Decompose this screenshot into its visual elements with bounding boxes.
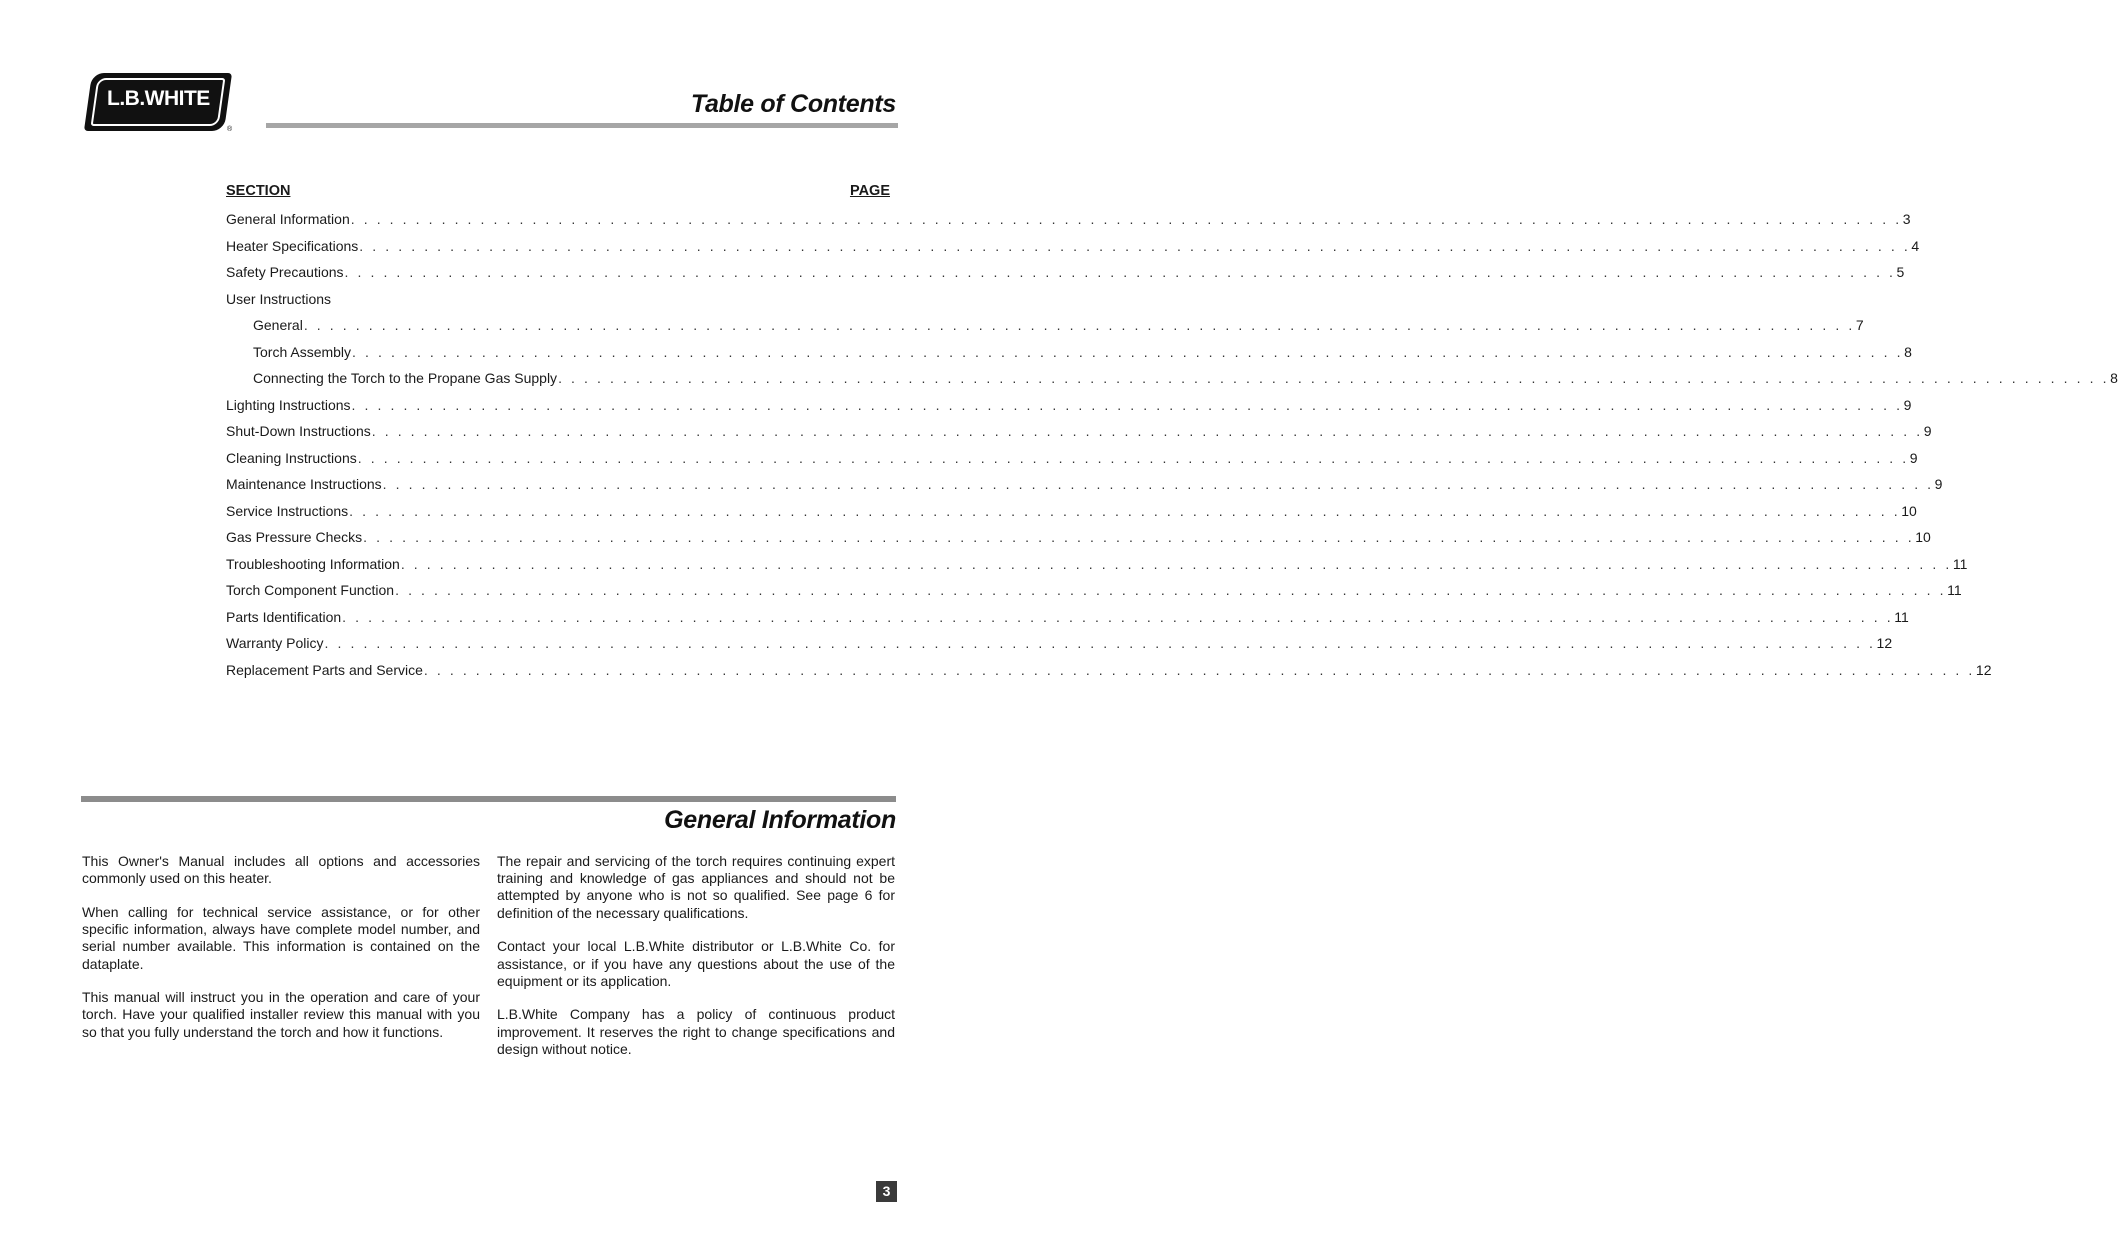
dot-leader: . . . . . . . . . . . . . . . . . . . . . . . . . . . . . . . . . . . . . . . . . . . . . . . . . . . . . . . . . . . . . . . . . . . . . . . . . . . . . . . . . . . . . . . . . . . . . . . . . . . . . . . . . . . . . . . . . . . . . . . . <box>350 211 1902 227</box>
toc-entry-page: 10 <box>1901 502 1917 519</box>
dot-leader: . . . . . . . . . . . . . . . . . . . . . . . . . . . . . . . . . . . . . . . . . . . . . . . . . . . . . . . . . . . . . . . . . . . . . . . . . . . . . . . . . . . . . . . . . . . . . . . . . . . . . . . . . . . . . . . . . . . . . . . . <box>558 370 2110 386</box>
registered-mark: ® <box>227 126 233 133</box>
toc-entry-page: 8 <box>1904 343 1912 360</box>
dot-leader: . . . . . . . . . . . . . . . . . . . . . . . . . . . . . . . . . . . . . . . . . . . . . . . . . . . . . . . . . . . . . . . . . . . . . . . . . . . . . . . . . . . . . . . . . . . . . . . . . . . . . . . . . . . . . . . . . . . . . . . . <box>363 529 1915 545</box>
toc-entry-page: 8 <box>2110 370 2118 386</box>
toc-entry <box>226 210 1911 237</box>
toc-entry <box>226 237 1920 264</box>
toc-entry-page: 3 <box>1902 211 1911 227</box>
toc-entry <box>226 634 1893 661</box>
toc-entry-page: 11 <box>1947 582 1962 598</box>
toc-entry-label: General Information <box>226 211 350 227</box>
toc-entry-page: 5 <box>1896 264 1905 280</box>
toc-entry-label: Torch Component Function <box>226 582 395 598</box>
company-logo <box>88 73 236 134</box>
toc-entry <box>226 316 1864 343</box>
page-title: Table of Contents <box>690 90 896 118</box>
dot-leader: . . . . . . . . . . . . . . . . . . . . . . . . . . . . . . . . . . . . . . . . . . . . . . . . . . . . . . . . . . . . . . . . . . . . . . . . . . . . . . . . . . . . . . . . . . . . . . . . . . . . . . . . . . . . . . . . . . . . . . . . <box>371 423 1923 439</box>
toc-entry-page: 9 <box>1903 396 1912 413</box>
dot-leader: . . . . . . . . . . . . . . . . . . . . . . . . . . . . . . . . . . . . . . . . . . . . . . . . . . . . . . . . . . . . . . . . . . . . . . . . . . . . . . . . . . . . . . . . . . . . . . . . . . . . . . . . . . . . . . . . . . . . . . . . <box>400 555 1952 572</box>
toc-entry-page: 11 <box>1952 555 1968 572</box>
table-of-contents <box>226 183 2118 687</box>
paragraph: The repair and servicing of the torch requires continuing expert training and knowledge of gas appliances and should not be attempted by anyone who is not so qualified. See page 6 for definition of the necessary qualifications. <box>497 853 895 921</box>
toc-entry <box>226 396 1912 423</box>
dot-leader: . . . . . . . . . . . . . . . . . . . . . . . . . . . . . . . . . . . . . . . . . . . . . . . . . . . . . . . . . . . . . . . . . . . . . . . . . . . . . . . . . . . . . . . . . . . . . . . . . . . . . . . . . . . . . . . . . . . . . . . . <box>344 264 1896 280</box>
toc-entry <box>226 263 1905 290</box>
toc-entry-label: Connecting the Torch to the Propane Gas Supply <box>253 370 558 386</box>
toc-entry-label: Replacement Parts and Service <box>226 661 423 678</box>
paragraph: L.B.White Company has a policy of continuous product improvement. It reserves the right to change specifications and design without notice. <box>497 1006 895 1057</box>
toc-entry-label: Heater Specifications <box>226 237 359 254</box>
toc-entry-label: Warranty Policy <box>226 635 324 651</box>
dot-leader: . . . . . . . . . . . . . . . . . . . . . . . . . . . . . . . . . . . . . . . . . . . . . . . . . . . . . . . . . . . . . . . . . . . . . . . . . . . . . . . . . . . . . . . . . . . . . . . . . . . . . . . . . . . . . . . . . . . . . . . . <box>342 608 1894 625</box>
toc-entry-page: 9 <box>1934 476 1943 492</box>
toc-entry <box>226 343 1912 370</box>
dot-leader: . . . . . . . . . . . . . . . . . . . . . . . . . . . . . . . . . . . . . . . . . . . . . . . . . . . . . . . . . . . . . . . . . . . . . . . . . . . . . . . . . . . . . . . . . . . . . . . . . . . . . . . . . . . . . . . . . . . . . . . . <box>351 396 1903 413</box>
paragraph: This Owner's Manual includes all options and accessories commonly used on this heater. <box>82 853 480 887</box>
toc-entry <box>226 555 1968 582</box>
toc-header-row <box>226 183 890 202</box>
toc-entry-label: General <box>253 317 303 333</box>
section-divider <box>81 796 896 802</box>
left-column <box>82 853 480 1057</box>
dot-leader: . . . . . . . . . . . . . . . . . . . . . . . . . . . . . . . . . . . . . . . . . . . . . . . . . . . . . . . . . . . . . . . . . . . . . . . . . . . . . . . . . . . . . . . . . . . . . . . . . . . . . . . . . . . . . . . . . . . . . . . . <box>349 502 1901 519</box>
toc-entry-label: Safety Precautions <box>226 264 344 280</box>
dot-leader: . . . . . . . . . . . . . . . . . . . . . . . . . . . . . . . . . . . . . . . . . . . . . . . . . . . . . . . . . . . . . . . . . . . . . . . . . . . . . . . . . . . . . . . . . . . . . . . . . . . . . . . . . . . . . . . . . . . . . . . . <box>303 317 1855 333</box>
toc-entry-page: 7 <box>1855 317 1864 333</box>
toc-entry <box>226 661 1992 688</box>
paragraph: When calling for technical service assistance, or for other specific information, always have complete model number, and serial number available. This information is contained on the dataplate. <box>82 903 480 972</box>
toc-entries <box>226 210 2118 687</box>
toc-entry <box>226 528 1931 555</box>
section-column-header: SECTION <box>226 183 291 199</box>
toc-entry-label: Shut-Down Instructions <box>226 423 371 439</box>
section-title: General Information <box>664 806 896 834</box>
dot-leader: . . . . . . . . . . . . . . . . . . . . . . . . . . . . . . . . . . . . . . . . . . . . . . . . . . . . . . . . . . . . . . . . . . . . . . . . . . . . . . . . . . . . . . . . . . . . . . . . . . . . . . . . . . . . . . . . . . . . . . . . <box>357 449 1909 466</box>
dot-leader: . . . . . . . . . . . . . . . . . . . . . . . . . . . . . . . . . . . . . . . . . . . . . . . . . . . . . . . . . . . . . . . . . . . . . . . . . . . . . . . . . . . . . . . . . . . . . . . . . . . . . . . . . . . . . . . . . . . . . . . . <box>382 476 1934 492</box>
toc-entry-page: 9 <box>1909 449 1918 466</box>
toc-entry-page: 12 <box>1975 661 1992 678</box>
toc-entry-label: Parts Identification <box>226 608 342 625</box>
page-column-header: PAGE <box>849 183 890 199</box>
toc-entry-page: 12 <box>1876 635 1893 651</box>
logo-badge <box>84 73 232 131</box>
toc-entry-page: 9 <box>1923 423 1932 439</box>
toc-entry <box>226 502 1917 529</box>
toc-entry <box>226 369 2118 396</box>
toc-entry-page: 10 <box>1915 529 1931 545</box>
toc-entry <box>226 290 890 317</box>
toc-entry <box>226 422 1932 449</box>
dot-leader: . . . . . . . . . . . . . . . . . . . . . . . . . . . . . . . . . . . . . . . . . . . . . . . . . . . . . . . . . . . . . . . . . . . . . . . . . . . . . . . . . . . . . . . . . . . . . . . . . . . . . . . . . . . . . . . . . . . . . . . . <box>395 582 1947 598</box>
logo-text: L.B.WHITE <box>106 87 210 110</box>
toc-entry-label: Troubleshooting Information <box>226 555 400 572</box>
toc-entry-label: User Instructions <box>226 290 332 307</box>
paragraph: This manual will instruct you in the operation and care of your torch. Have your qualified installer review this manual with you so that you fully understand the torch and how it functions. <box>82 989 480 1040</box>
toc-entry <box>226 449 1918 476</box>
title-divider <box>266 123 898 128</box>
toc-entry <box>226 608 1909 635</box>
toc-entry-label: Lighting Instructions <box>226 396 351 413</box>
toc-entry <box>226 581 1962 608</box>
toc-entry-label: Service Instructions <box>226 502 349 519</box>
right-column <box>497 853 895 1075</box>
toc-entry-label: Torch Assembly <box>253 343 352 360</box>
dot-leader: . . . . . . . . . . . . . . . . . . . . . . . . . . . . . . . . . . . . . . . . . . . . . . . . . . . . . . . . . . . . . . . . . . . . . . . . . . . . . . . . . . . . . . . . . . . . . . . . . . . . . . . . . . . . . . . . . . . . . . . . <box>324 635 1876 651</box>
toc-entry <box>226 475 1943 502</box>
toc-entry-page: 11 <box>1894 608 1909 625</box>
toc-entry-label: Maintenance Instructions <box>226 476 382 492</box>
dot-leader: . . . . . . . . . . . . . . . . . . . . . . . . . . . . . . . . . . . . . . . . . . . . . . . . . . . . . . . . . . . . . . . . . . . . . . . . . . . . . . . . . . . . . . . . . . . . . . . . . . . . . . . . . . . . . . . . . . . . . . . . <box>423 661 1975 678</box>
toc-entry-page: 4 <box>1911 237 1920 254</box>
toc-entry-label: Cleaning Instructions <box>226 449 357 466</box>
page-number: 3 <box>876 1181 897 1202</box>
paragraph: Contact your local L.B.White distributor or L.B.White Co. for assistance, or if you have any questions about the use of the equipment or its application. <box>497 938 895 989</box>
dot-leader: . . . . . . . . . . . . . . . . . . . . . . . . . . . . . . . . . . . . . . . . . . . . . . . . . . . . . . . . . . . . . . . . . . . . . . . . . . . . . . . . . . . . . . . . . . . . . . . . . . . . . . . . . . . . . . . . . . . . . . . . <box>352 343 1904 360</box>
toc-entry-label: Gas Pressure Checks <box>226 529 363 545</box>
dot-leader: . . . . . . . . . . . . . . . . . . . . . . . . . . . . . . . . . . . . . . . . . . . . . . . . . . . . . . . . . . . . . . . . . . . . . . . . . . . . . . . . . . . . . . . . . . . . . . . . . . . . . . . . . . . . . . . . . . . . . . . . <box>359 237 1911 254</box>
